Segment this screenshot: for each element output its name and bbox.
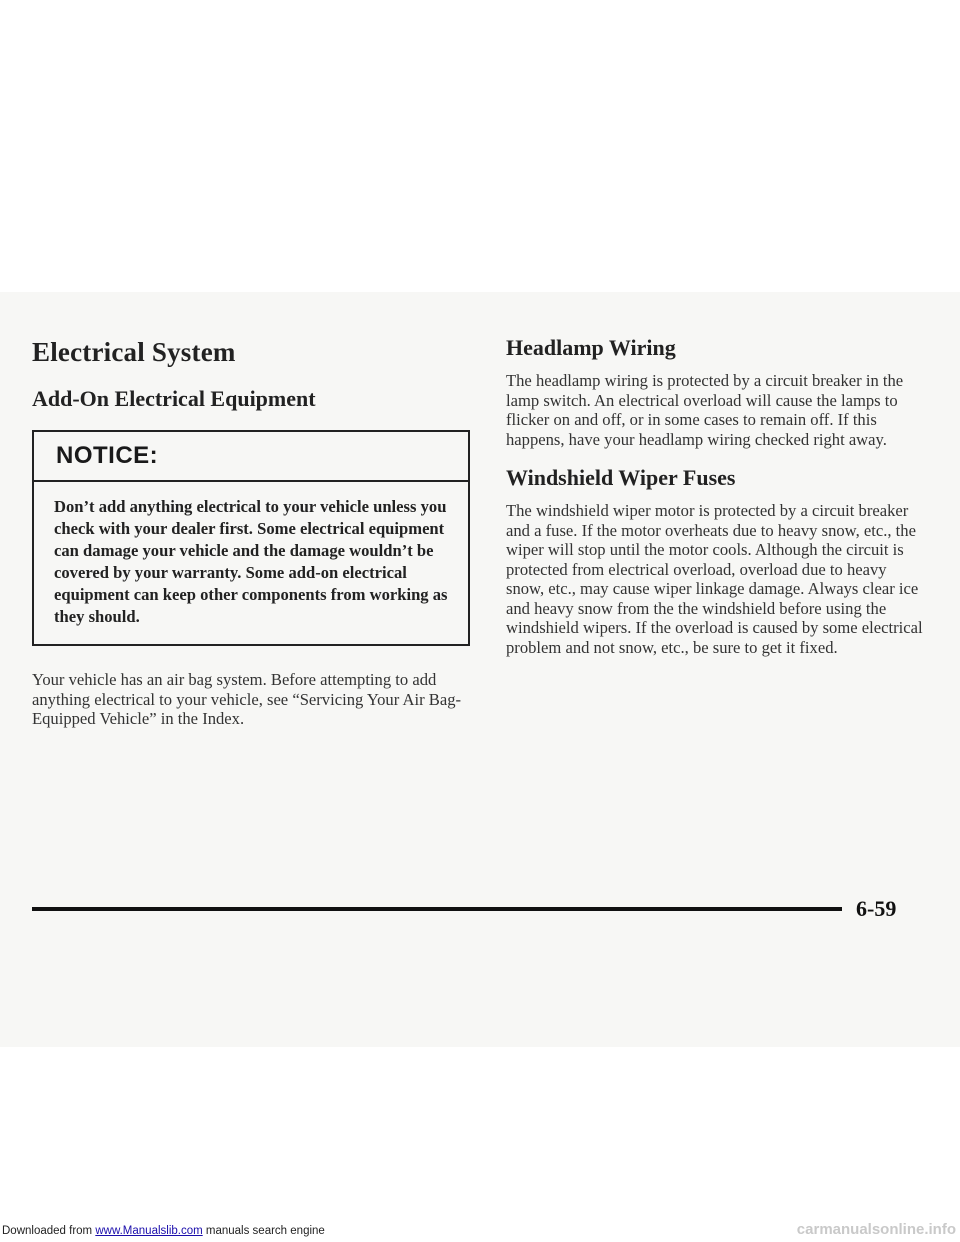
air-bag-paragraph: Your vehicle has an air bag system. Before attempting to add anything electrical to your vehicle, see “Servicing Your Air Bag-Equipped Vehicle” in the Index. bbox=[32, 670, 462, 728]
footer-rule bbox=[32, 907, 842, 911]
wiper-fuses-paragraph: The windshield wiper motor is protected by a circuit breaker and a fuse. If the motor overheats due to heavy snow, etc., the wiper will stop until the motor cools. Although the circuit is protected from electrical overload, overload due to heavy snow, etc., may cause wiper linkage damage. Always clear ice and heavy snow from the the windshield before using the windshield wipers. If the overload is caused by some electrical problem and not snow, etc., be sure to get it fixed. bbox=[506, 501, 923, 657]
notice-body: Don’t add anything electrical to your vehicle unless you check with your dealer first. Some electrical equipment can damage your vehicle and the damage wouldn’t be covered by your warranty. Some add-on electrical equipment can keep other components from working as they should. bbox=[54, 497, 448, 626]
watermark-text: carmanualsonline.info bbox=[796, 1221, 956, 1238]
download-footer bbox=[2, 1225, 325, 1237]
headlamp-wiring-title: Headlamp Wiring bbox=[506, 335, 676, 360]
left-column bbox=[32, 337, 480, 729]
wiper-fuses-title: Windshield Wiper Fuses bbox=[506, 465, 736, 490]
footer-suffix: manuals search engine bbox=[202, 1225, 325, 1237]
right-column bbox=[506, 335, 926, 657]
section-title: Electrical System bbox=[32, 337, 236, 367]
notice-box bbox=[32, 430, 470, 646]
footer-prefix: Downloaded from bbox=[2, 1225, 96, 1237]
headlamp-wiring-paragraph: The headlamp wiring is protected by a circuit breaker in the lamp switch. An electrical overload will cause the lamps to flicker on and off, or in some cases to remain off. If this happens, have your headlamp wiring checked right away. bbox=[506, 371, 904, 449]
manualslib-link[interactable]: www.Manualslib.com bbox=[95, 1225, 203, 1237]
page-number: 6-59 bbox=[856, 896, 897, 921]
subsection-title: Add-On Electrical Equipment bbox=[32, 386, 316, 411]
notice-heading: NOTICE: bbox=[34, 432, 468, 482]
